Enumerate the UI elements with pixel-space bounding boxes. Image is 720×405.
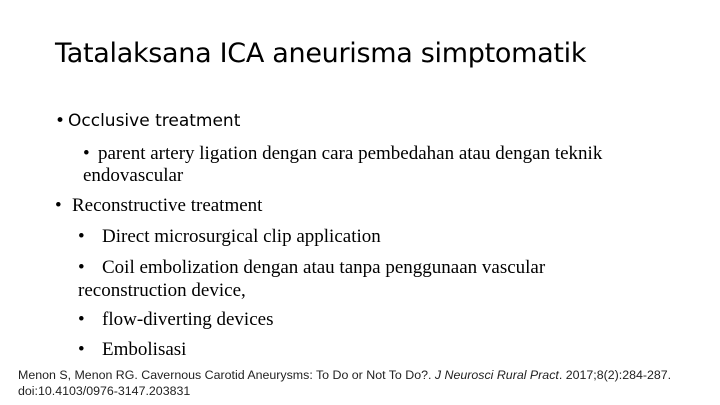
bullet-marker: • [55, 195, 62, 216]
bullet-reconstructive-treatment [55, 195, 262, 217]
subbullet-flow-diverting [78, 309, 273, 331]
subbullet-parent-artery-ligation [83, 143, 602, 165]
subbullet-coil-embolization [78, 257, 545, 279]
subbullet-coil-embolization-continuation: reconstruction device, [78, 280, 246, 301]
bullet-text: Direct microsurgical clip application [102, 226, 381, 247]
bullet-marker: • [78, 309, 85, 330]
bullet-text: Embolisasi [102, 339, 187, 360]
bullet-text: Occlusive treatment [68, 111, 241, 131]
citation-journal: J Neurosci Rural Pract [434, 368, 559, 382]
citation-reference [18, 367, 708, 399]
bullet-marker: • [83, 143, 90, 164]
bullet-marker: • [55, 111, 66, 131]
bullet-text: flow-diverting devices [102, 309, 274, 330]
citation-details: . 2017;8(2):284-287. doi:10.4103/0976-3147.203831 [18, 368, 672, 398]
citation-authors-title: Menon S, Menon RG. Cavernous Carotid Aneurysms: To Do or Not To Do?. [18, 368, 435, 382]
slide-title: Tatalaksana ICA aneurisma simptomatik [55, 38, 587, 69]
bullet-text: parent artery ligation dengan cara pembedahan atau dengan teknik [98, 143, 603, 164]
subbullet-embolisasi [78, 339, 186, 361]
bullet-occlusive-treatment [55, 111, 240, 131]
bullet-marker: • [78, 226, 85, 247]
bullet-text: Coil embolization dengan atau tanpa penggunaan vascular [102, 257, 546, 278]
subbullet-clip-application [78, 226, 381, 248]
bullet-marker: • [78, 339, 85, 360]
subbullet-parent-artery-ligation-continuation: endovascular [83, 165, 184, 186]
bullet-text: Reconstructive treatment [72, 195, 263, 216]
bullet-marker: • [78, 257, 85, 278]
